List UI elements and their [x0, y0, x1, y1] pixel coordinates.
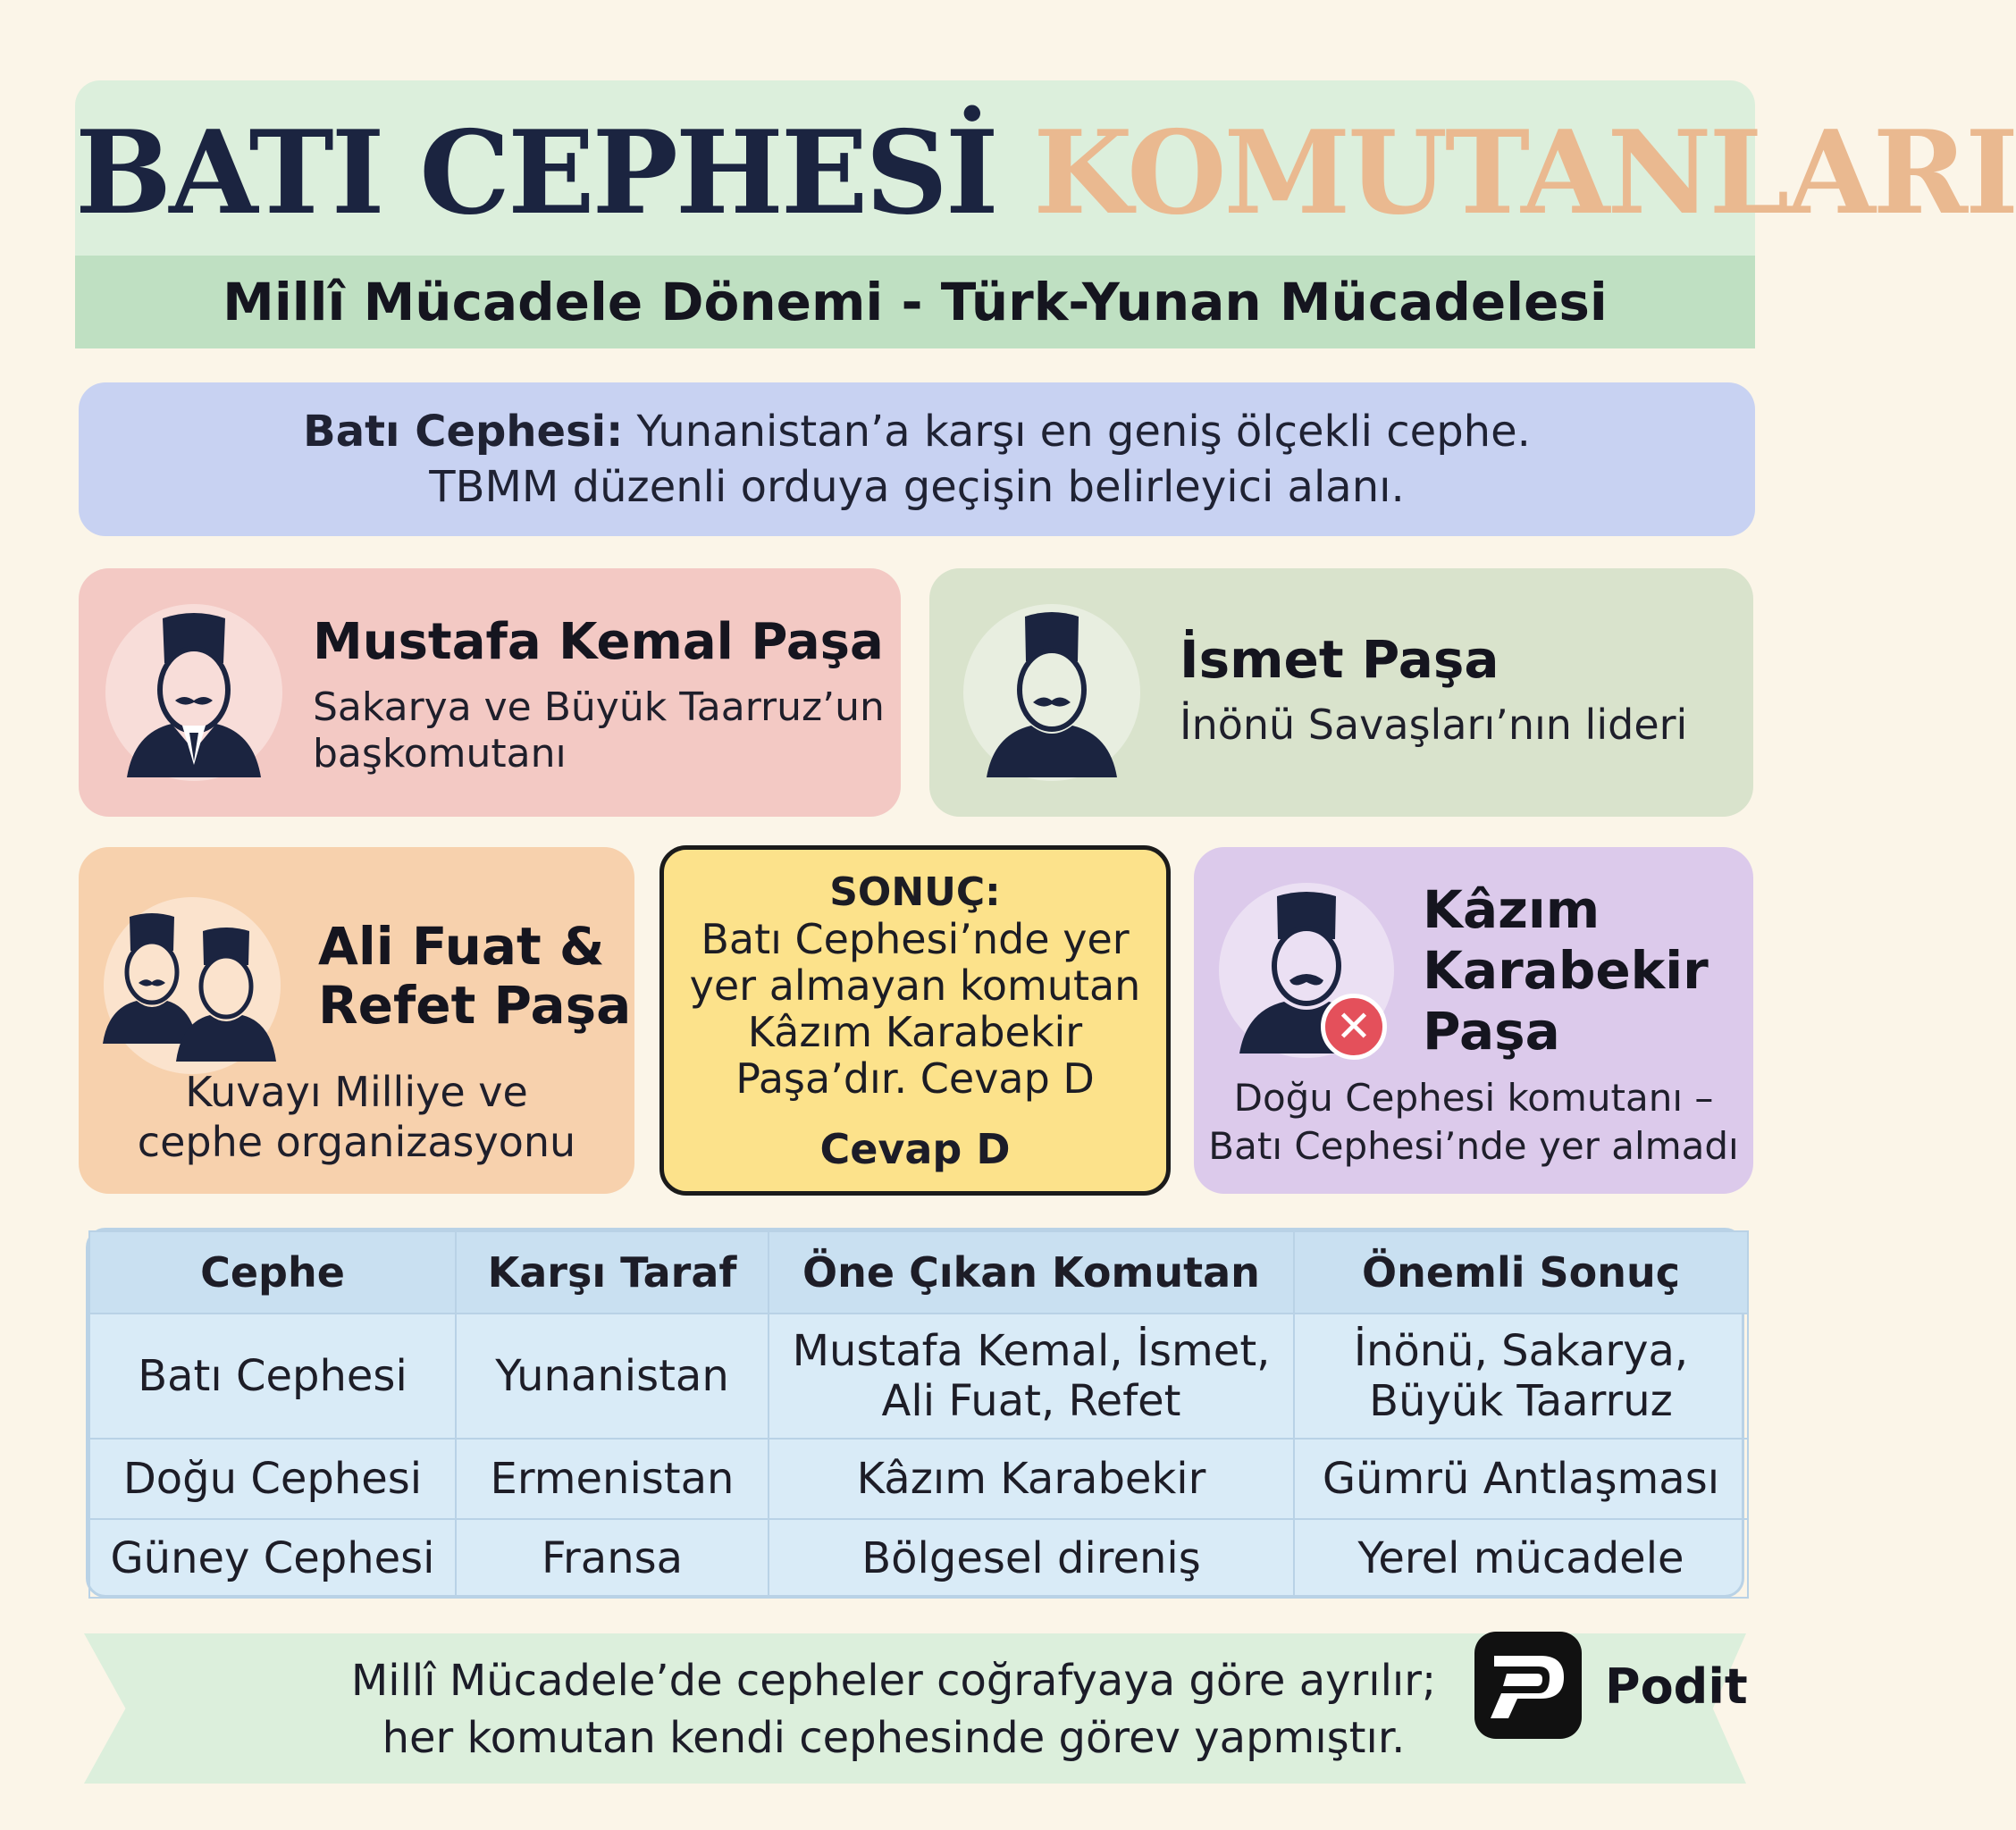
- card-name-line-1: Ali Fuat &: [318, 916, 605, 977]
- footer-line-2: her komutan kendi cephesinde görev yapmıştır.: [382, 1713, 1406, 1763]
- table-cell: Yunanistan: [456, 1314, 769, 1439]
- header-panel: [75, 80, 2016, 348]
- table-header-row: [89, 1231, 1748, 1314]
- table-row: [89, 1519, 1748, 1598]
- table-cell: Fransa: [456, 1519, 769, 1598]
- table-cell: [769, 1314, 1294, 1439]
- two-commanders-icon: [103, 910, 281, 1062]
- intro-label: Batı Cephesi:: [303, 407, 624, 457]
- commander-portrait-icon: [118, 608, 270, 777]
- card-kazim-karabekir: [1194, 847, 1753, 1194]
- result-line-2: yer almayan komutan: [689, 961, 1141, 1010]
- intro-box: [79, 382, 1755, 536]
- table-row: [89, 1314, 1748, 1439]
- result-line-1: Batı Cephesi’nde yer: [701, 915, 1130, 963]
- card-name-line-2: Karabekir: [1423, 940, 1709, 1001]
- footer-text: [268, 1651, 1519, 1767]
- cell-line-1: İnönü, Sakarya,: [1353, 1326, 1689, 1376]
- column-header: Karşı Taraf: [456, 1231, 769, 1314]
- card-name: İsmet Paşa: [1180, 629, 1499, 690]
- result-text: [664, 869, 1166, 1102]
- page-title: [75, 106, 2016, 240]
- brand-name: Podit: [1605, 1658, 1748, 1715]
- column-header: Cephe: [89, 1231, 456, 1314]
- card-desc-line-2: Batı Cephesi’nde yer almadı: [1208, 1124, 1739, 1168]
- card-name: [318, 917, 631, 1035]
- avatar: [963, 604, 1140, 781]
- avatar: [104, 897, 281, 1074]
- table-cell: Kâzım Karabekir: [769, 1439, 1294, 1519]
- card-description: İnönü Savaşları’nın lideri: [1180, 701, 1688, 749]
- column-header: Önemli Sonuç: [1294, 1231, 1748, 1314]
- card-desc-line-2: başkomutanı: [313, 731, 567, 776]
- title-part-1: BATI CEPHESİ: [75, 106, 996, 240]
- cell-line-2: Ali Fuat, Refet: [881, 1376, 1181, 1426]
- table-cell: Gümrü Antlaşması: [1294, 1439, 1748, 1519]
- table-cell: Yerel mücadele: [1294, 1519, 1748, 1598]
- result-answer: Cevap D: [819, 1125, 1011, 1173]
- excluded-x-icon: ✕: [1321, 994, 1387, 1060]
- cell-line-1: Mustafa Kemal, İsmet,: [792, 1326, 1271, 1376]
- table-cell: Doğu Cephesi: [89, 1439, 456, 1519]
- table-cell: Batı Cephesi: [89, 1314, 456, 1439]
- column-header: Öne Çıkan Komutan: [769, 1231, 1294, 1314]
- result-label: SONUÇ:: [829, 869, 1001, 915]
- card-description: [313, 684, 885, 777]
- table-row: [89, 1439, 1748, 1519]
- intro-line-1-text: Yunanistan’a karşı en geniş ölçekli cephe.: [623, 407, 1531, 457]
- card-ali-fuat-refet: [79, 847, 634, 1194]
- card-desc-line-2: cephe organizasyonu: [137, 1118, 576, 1166]
- podit-logo-icon: [1474, 1632, 1582, 1739]
- podit-p-icon: [1487, 1647, 1569, 1724]
- card-name: [1423, 879, 1709, 1062]
- commander-portrait-icon: [976, 608, 1128, 777]
- result-card: [659, 845, 1171, 1196]
- table-cell: Ermenistan: [456, 1439, 769, 1519]
- result-line-4: Paşa’dır. Cevap D: [735, 1054, 1095, 1103]
- card-desc-line-1: Sakarya ve Büyük Taarruz’un: [313, 684, 885, 730]
- card-description: [1194, 1074, 1753, 1171]
- card-ismet: [929, 568, 1753, 817]
- card-mustafa-kemal: [79, 568, 901, 817]
- intro-line-1: [303, 404, 1531, 459]
- table: [88, 1230, 1749, 1599]
- title-part-2: KOMUTANLARI: [1033, 106, 2016, 240]
- subtitle: Millî Mücadele Dönemi - Türk-Yunan Mücadelesi: [75, 256, 1755, 348]
- avatar: [105, 604, 282, 781]
- cell-line-2: Büyük Taarruz: [1369, 1376, 1673, 1426]
- result-line-3: Kâzım Karabekir: [747, 1008, 1083, 1056]
- footer-line-1: Millî Mücadele’de cepheler coğrafyaya göre ayrılır;: [350, 1656, 1437, 1706]
- card-name-line-1: Kâzım: [1423, 879, 1600, 940]
- fronts-table: [86, 1228, 1744, 1598]
- table-cell: Güney Cephesi: [89, 1519, 456, 1598]
- card-description: [79, 1067, 634, 1167]
- card-desc-line-1: Kuvayı Milliye ve: [185, 1068, 528, 1116]
- card-name-line-3: Paşa: [1423, 1001, 1560, 1062]
- card-name: Mustafa Kemal Paşa: [313, 613, 884, 671]
- card-desc-line-1: Doğu Cephesi komutanı –: [1233, 1076, 1714, 1120]
- table-cell: Bölgesel direniş: [769, 1519, 1294, 1598]
- card-name-line-2: Refet Paşa: [318, 975, 632, 1036]
- intro-line-2: TBMM düzenli orduya geçişin belirleyici alanı.: [429, 462, 1405, 512]
- table-cell: [1294, 1314, 1748, 1439]
